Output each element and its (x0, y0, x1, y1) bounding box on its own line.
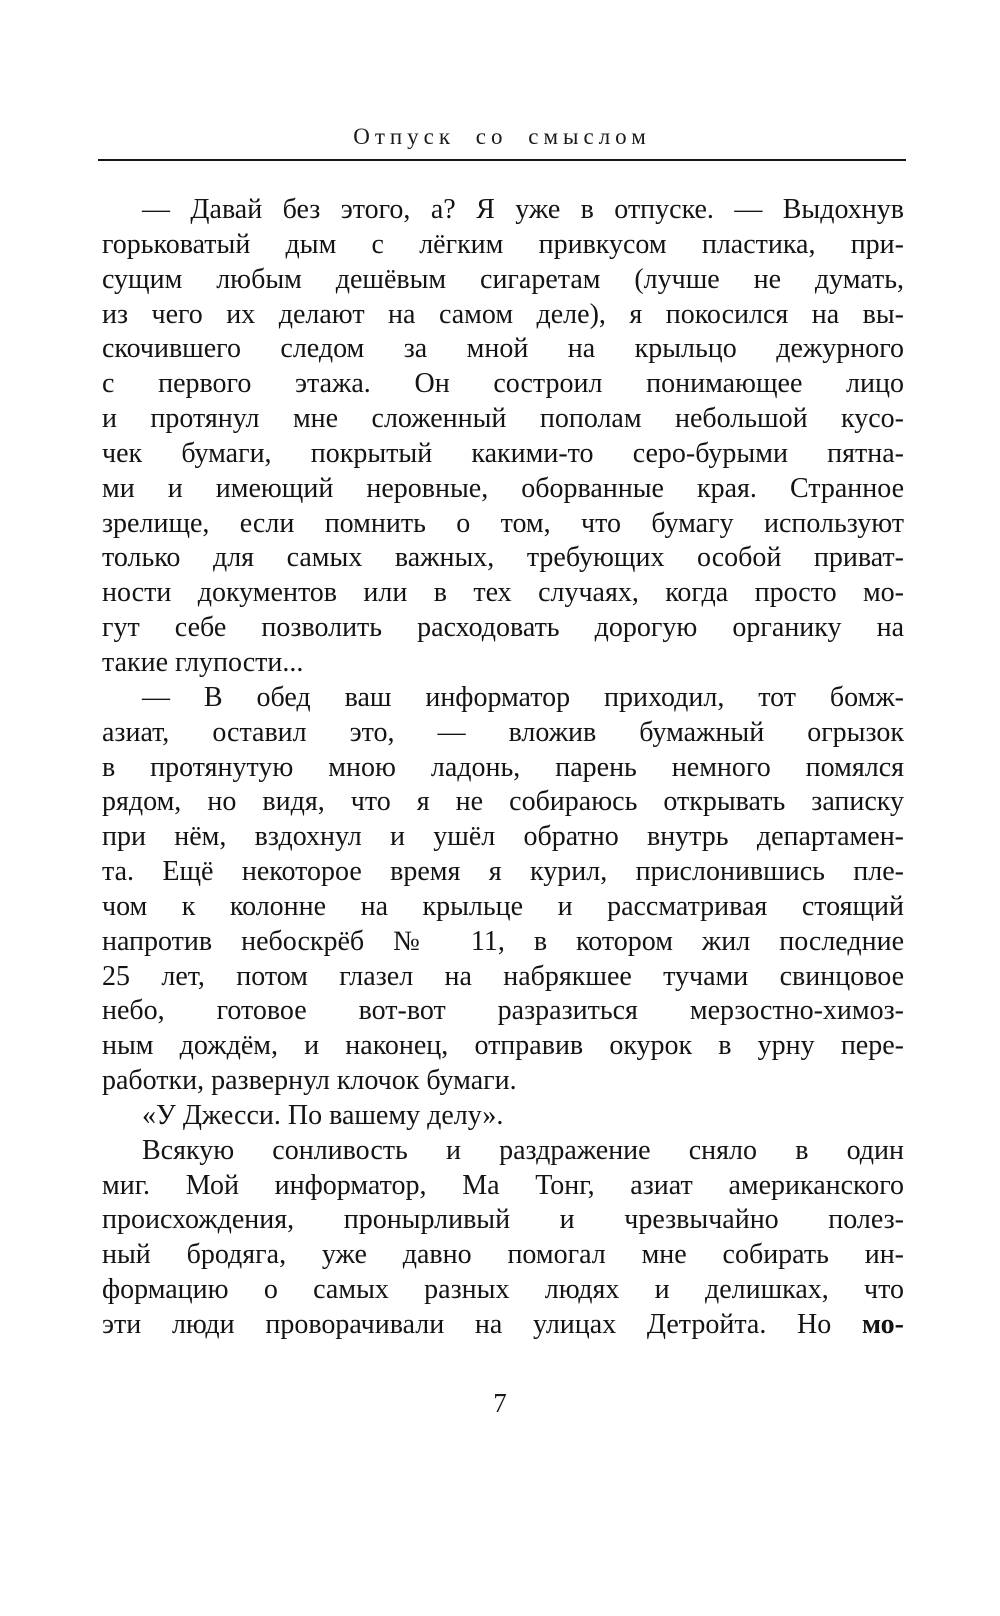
text-line: горьковатый дым с лёгким привкусом пластика, при- (102, 228, 904, 260)
text-line: «У Джесси. По вашему делу». (142, 1099, 504, 1131)
text-line: только для самых важных, требующих особой приват- (102, 542, 904, 574)
text-line: скочившего следом за мной на крыльцо дежурного (102, 333, 904, 365)
text-line: азиат, оставил это, — вложив бумажный огрызок (102, 716, 904, 748)
text-line: Всякую сонливость и раздражение сняло в один (142, 1134, 904, 1166)
text-line: ный бродяга, уже давно помогал мне собирать ин- (102, 1239, 904, 1271)
paragraph (102, 1134, 904, 1343)
text-line: ным дождём, и наконец, отправив окурок в урну пере- (102, 1030, 904, 1062)
text-line: эти люди проворачивали на улицах Детройта. Но мо- (102, 1309, 904, 1340)
text-line: в протянутую мною ладонь, парень немного помялся (102, 751, 904, 783)
text-line: происхождения, пронырливый и чрезвычайно полез- (102, 1204, 904, 1236)
text-line: миг. Мой информатор, Ма Тонг, азиат американского (102, 1169, 904, 1201)
text-line: чек бумаги, покрытый какими-то серо-бурыми пятна- (102, 437, 904, 469)
text-line: из чего их делают на самом деле), я покосился на вы- (102, 298, 904, 330)
text-line: работки, развернул клочок бумаги. (102, 1065, 517, 1097)
text-line: рядом, но видя, что я не собираюсь открывать записку (102, 786, 904, 818)
text-line: ми и имеющий неровные, оборванные края. Странное (102, 472, 904, 504)
bold-text: мо- (861, 1309, 904, 1340)
header-rule (98, 159, 906, 161)
text-line: и протянул мне сложенный пополам небольшой кусо- (102, 403, 904, 435)
text-line: сущим любым дешёвым сигаретам (лучше не думать, (102, 263, 904, 295)
text-line: — В обед ваш информатор приходил, тот бомж- (142, 681, 904, 713)
text-line: ности документов или в тех случаях, когда просто мо- (102, 577, 904, 609)
text-line: зрелище, если помнить о том, что бумагу используют (102, 507, 904, 539)
text-line: напротив небоскрёб № 11, в котором жил последние (102, 925, 904, 957)
page-number: 7 (493, 1388, 507, 1418)
body-text (102, 193, 904, 1343)
text-line: та. Ещё некоторое время я курил, прислонившись пле- (102, 856, 904, 888)
paragraph (102, 681, 904, 1099)
running-header: Отпуск со смыслом (353, 124, 651, 149)
text-line: чом к колонне на крыльце и рассматривая стоящий (102, 890, 904, 922)
paragraph (102, 193, 904, 681)
text-line: такие глупости... (102, 646, 304, 678)
text-line: при нём, вздохнул и ушёл обратно внутрь департамен- (102, 821, 904, 853)
text-line: гут себе позволить расходовать дорогую органику на (102, 612, 904, 644)
text-line: — Давай без этого, а? Я уже в отпуске. — Выдохнув (142, 194, 904, 225)
paragraph (102, 1099, 904, 1134)
text-line: формацию о самых разных людях и делишках, что (102, 1274, 904, 1306)
text-line: 25 лет, потом глазел на набрякшее тучами свинцовое (102, 960, 904, 992)
text-line: с первого этажа. Он состроил понимающее лицо (102, 368, 904, 400)
text-line: небо, готовое вот-вот разразиться мерзостно-химоз- (102, 995, 904, 1027)
